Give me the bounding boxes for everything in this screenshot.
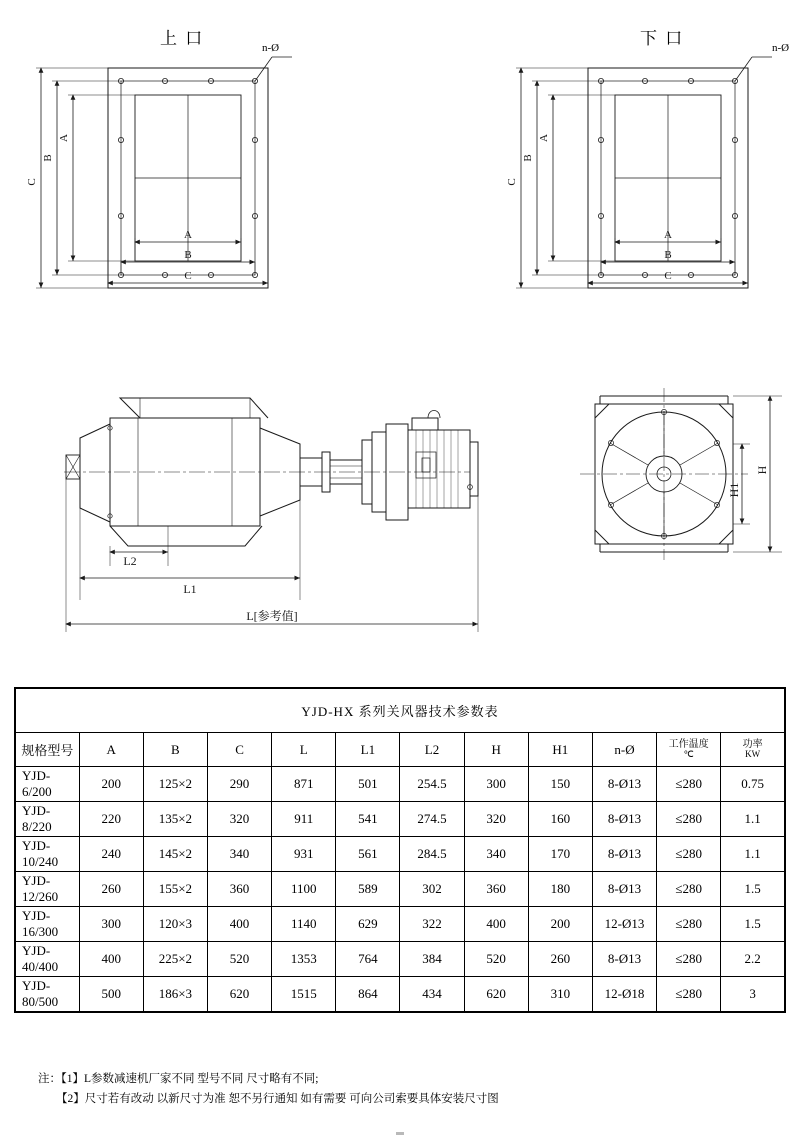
- table-cell: 620: [464, 977, 528, 1013]
- table-cell: 220: [79, 802, 143, 837]
- dim-label-c-right-vertical: C: [506, 178, 518, 186]
- table-cell: 150: [528, 767, 592, 802]
- table-cell: 931: [272, 837, 336, 872]
- table-cell: 1353: [272, 942, 336, 977]
- page-footer-mark: [396, 1132, 404, 1135]
- table-cell: 300: [79, 907, 143, 942]
- table-cell: 120×3: [143, 907, 207, 942]
- table-title-row: [15, 688, 785, 733]
- dim-label-a-right-vertical: A: [538, 134, 550, 142]
- table-cell: 290: [207, 767, 271, 802]
- table-row: [15, 802, 785, 837]
- table-cell-model: YJD-80/500: [15, 977, 79, 1013]
- table-cell: 384: [400, 942, 464, 977]
- table-row: [15, 977, 785, 1013]
- table-cell: ≤280: [657, 837, 721, 872]
- table-cell: 302: [400, 872, 464, 907]
- table-cell: 170: [528, 837, 592, 872]
- table-cell: 310: [528, 977, 592, 1013]
- table-cell: 360: [207, 872, 271, 907]
- table-header-cell-10: [657, 733, 721, 767]
- table-cell: 12-Ø18: [592, 977, 656, 1013]
- table-cell: 284.5: [400, 837, 464, 872]
- table-header-row: [15, 733, 785, 767]
- dim-label-c-right-horizontal: C: [664, 270, 672, 282]
- table-header-cell-8: H1: [528, 733, 592, 767]
- table-cell: 8-Ø13: [592, 872, 656, 907]
- table-header-sub-10: ℃: [683, 749, 694, 760]
- table-row: [15, 872, 785, 907]
- table-cell: ≤280: [657, 872, 721, 907]
- table-cell: 320: [207, 802, 271, 837]
- table-cell: 8-Ø13: [592, 837, 656, 872]
- spec-table: [14, 687, 786, 1013]
- table-cell: 8-Ø13: [592, 942, 656, 977]
- table-cell: 520: [464, 942, 528, 977]
- table-cell: 1.5: [721, 872, 785, 907]
- note-line-1: 注：【1】L参数减速机厂家不同 型号不同 尺寸略有不同;: [38, 1073, 319, 1085]
- table-cell: 764: [336, 942, 400, 977]
- table-row: [15, 907, 785, 942]
- table-cell: 0.75: [721, 767, 785, 802]
- table-cell: 200: [79, 767, 143, 802]
- table-header-cell-4: L: [272, 733, 336, 767]
- table-cell: 400: [207, 907, 271, 942]
- table-cell: 8-Ø13: [592, 767, 656, 802]
- table-cell: 12-Ø13: [592, 907, 656, 942]
- table-cell: 1.5: [721, 907, 785, 942]
- table-cell: 2.2: [721, 942, 785, 977]
- table-cell: 320: [464, 802, 528, 837]
- table-cell: 400: [464, 907, 528, 942]
- table-cell: 400: [79, 942, 143, 977]
- table-cell: 186×3: [143, 977, 207, 1013]
- bolt-hole-label-right: n-Ø: [772, 42, 790, 54]
- table-cell: 434: [400, 977, 464, 1013]
- table-cell: 160: [528, 802, 592, 837]
- table-row: [15, 942, 785, 977]
- table-cell: 1515: [272, 977, 336, 1013]
- table-cell: 300: [464, 767, 528, 802]
- table-cell: 501: [336, 767, 400, 802]
- table-row: [15, 837, 785, 872]
- table-header-main-11: 功率: [742, 739, 763, 751]
- dim-label-b-left-vertical: B: [42, 154, 54, 162]
- table-cell: 254.5: [400, 767, 464, 802]
- table-cell: ≤280: [657, 977, 721, 1013]
- table-header-cell-7: H: [464, 733, 528, 767]
- dim-label-l1: L1: [183, 582, 197, 596]
- table-cell: 561: [336, 837, 400, 872]
- table-title: YJD-HX 系列关风器技术参数表: [15, 688, 785, 733]
- note-line-2: 【2】尺寸若有改动 以新尺寸为准 恕不另行通知 如有需要 可向公司索要具体安装尺寸图: [56, 1092, 499, 1105]
- view-caption-bottom-port: 下 口: [640, 29, 685, 48]
- spec-table-wrapper: [14, 687, 786, 1013]
- dim-label-h1: H1: [727, 482, 741, 498]
- table-header-sub-11: KW: [745, 749, 761, 760]
- table-header-cell-6: L2: [400, 733, 464, 767]
- table-cell: 125×2: [143, 767, 207, 802]
- table-cell: ≤280: [657, 942, 721, 977]
- table-cell: 274.5: [400, 802, 464, 837]
- table-cell: 629: [336, 907, 400, 942]
- table-cell: 864: [336, 977, 400, 1013]
- table-cell: 1.1: [721, 837, 785, 872]
- table-cell: 155×2: [143, 872, 207, 907]
- table-cell: 340: [464, 837, 528, 872]
- table-cell: 500: [79, 977, 143, 1013]
- table-cell: 322: [400, 907, 464, 942]
- table-header-cell-9: n-Ø: [592, 733, 656, 767]
- table-header-cell-11: [721, 733, 785, 767]
- dim-label-a-right-horizontal: A: [664, 229, 672, 241]
- table-cell: 1.1: [721, 802, 785, 837]
- bolt-hole-label-left: n-Ø: [262, 42, 280, 54]
- table-cell: ≤280: [657, 907, 721, 942]
- table-cell: 260: [79, 872, 143, 907]
- table-cell: 340: [207, 837, 271, 872]
- table-header-cell-3: C: [207, 733, 271, 767]
- table-header-cell-1: A: [79, 733, 143, 767]
- table-cell: 145×2: [143, 837, 207, 872]
- table-header-main-10: 工作温度: [668, 739, 709, 751]
- table-cell: 520: [207, 942, 271, 977]
- table-cell: 200: [528, 907, 592, 942]
- table-cell: 620: [207, 977, 271, 1013]
- table-cell: 360: [464, 872, 528, 907]
- table-cell: 589: [336, 872, 400, 907]
- table-cell: 3: [721, 977, 785, 1013]
- dim-label-l2: L2: [123, 554, 137, 568]
- dim-label-a-left-vertical: A: [58, 134, 70, 142]
- table-cell-model: YJD-10/240: [15, 837, 79, 872]
- dim-label-b-right-horizontal: B: [664, 249, 672, 261]
- table-cell-model: YJD-12/260: [15, 872, 79, 907]
- table-cell: 135×2: [143, 802, 207, 837]
- table-cell-model: YJD-40/400: [15, 942, 79, 977]
- dim-label-c-left-vertical: C: [26, 178, 38, 186]
- table-cell: 240: [79, 837, 143, 872]
- table-cell: 541: [336, 802, 400, 837]
- dim-label-b-right-vertical: B: [522, 154, 534, 162]
- table-cell: 911: [272, 802, 336, 837]
- table-cell: 180: [528, 872, 592, 907]
- table-header-cell-0: 规格型号: [15, 733, 79, 767]
- dim-label-h: H: [755, 465, 769, 475]
- table-cell: 225×2: [143, 942, 207, 977]
- table-cell-model: YJD-16/300: [15, 907, 79, 942]
- table-cell: 1100: [272, 872, 336, 907]
- table-cell-model: YJD-6/200: [15, 767, 79, 802]
- dim-label-l-reference: L[参考值]: [246, 609, 298, 623]
- dim-label-a-left-horizontal: A: [184, 229, 192, 241]
- table-cell: ≤280: [657, 767, 721, 802]
- table-cell: 871: [272, 767, 336, 802]
- table-header-cell-2: B: [143, 733, 207, 767]
- dim-label-b-left-horizontal: B: [184, 249, 192, 261]
- table-row: [15, 767, 785, 802]
- notes-block: [38, 1070, 499, 1109]
- table-cell: 8-Ø13: [592, 802, 656, 837]
- table-header-cell-5: L1: [336, 733, 400, 767]
- view-caption-top-port: 上 口: [160, 29, 205, 48]
- dim-label-c-left-horizontal: C: [184, 270, 192, 282]
- table-cell-model: YJD-8/220: [15, 802, 79, 837]
- table-cell: 1140: [272, 907, 336, 942]
- table-cell: ≤280: [657, 802, 721, 837]
- table-cell: 260: [528, 942, 592, 977]
